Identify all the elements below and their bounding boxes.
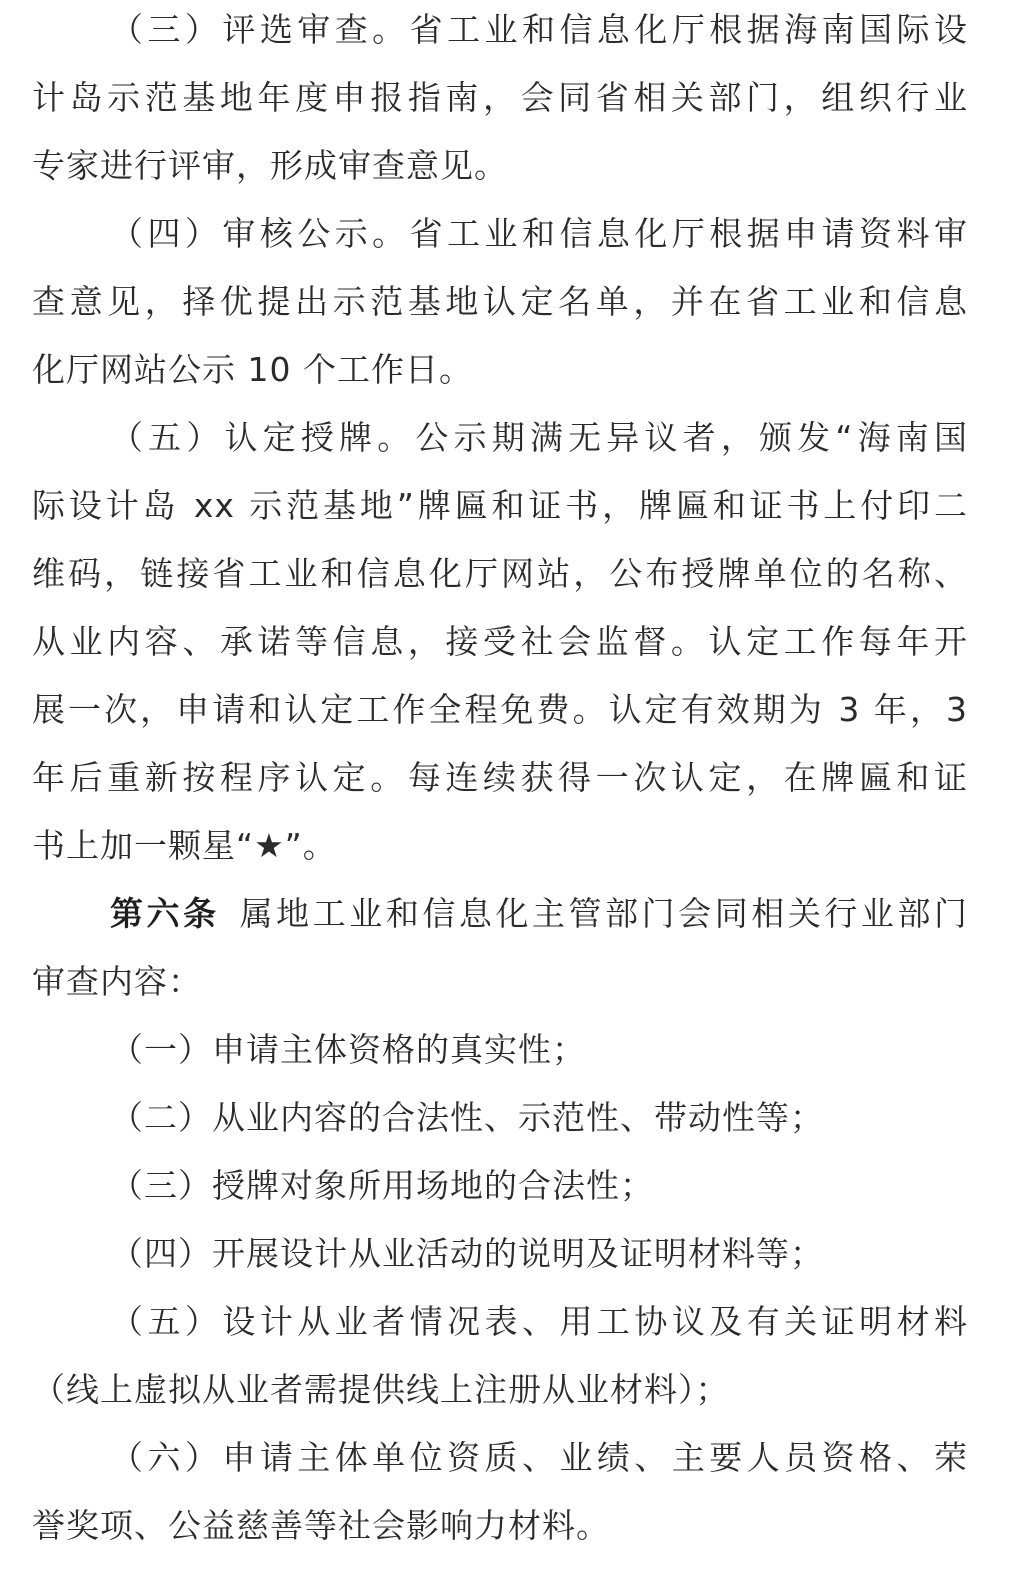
document-page [32,0,968,1560]
list-item-continuation: （线上虚拟从业者需提供线上注册从业材料）； [32,1370,730,1409]
paragraph-line: 化厅网站公示 10 个工作日。 [32,350,473,389]
paragraph-line: 从业内容、承诺等信息，接受社会监督。认定工作每年开 [32,622,968,661]
list-item: （三）授牌对象所用场地的合法性； [110,1166,654,1205]
paragraph-line: 查意见，择优提出示范基地认定名单，并在省工业和信息 [32,282,968,321]
paragraph-line: 年后重新按程序认定。每连续获得一次认定，在牌匾和证 [32,758,968,797]
article-six-line [32,880,968,948]
paragraph-line: 计岛示范基地年度申报指南，会同省相关部门，组织行业 [32,78,968,117]
paragraph-line: 展一次，申请和认定工作全程免费。认定有效期为 3 年，3 [32,690,968,729]
paragraph-line: 维码，链接省工业和信息化厅网站，公布授牌单位的名称、 [32,554,968,593]
paragraph-line: 审查内容： [32,962,202,1001]
article-heading: 第六条 [110,894,220,933]
list-item: （五）设计从业者情况表、用工协议及有关证明材料 [110,1302,968,1341]
paragraph-line: 专家进行评审，形成审查意见。 [32,146,508,185]
paragraph-line: 际设计岛 xx 示范基地”牌匾和证书，牌匾和证书上付印二 [32,486,968,525]
paragraph-line: （五）认定授牌。公示期满无异议者，颁发“海南国 [110,418,968,457]
paragraph-line: （三）评选审查。省工业和信息化厅根据海南国际设 [110,10,968,49]
list-item-continuation: 誉奖项、公益慈善等社会影响力材料。 [32,1506,610,1545]
list-item: （四）开展设计从业活动的说明及证明材料等； [110,1234,824,1273]
paragraph-line: 书上加一颗星“★”。 [32,826,337,865]
list-item: （二）从业内容的合法性、示范性、带动性等； [110,1098,824,1137]
list-item: （六）申请主体单位资质、业绩、主要人员资格、荣 [110,1438,968,1477]
article-text: 属地工业和信息化主管部门会同相关行业部门 [239,894,969,933]
list-item: （一）申请主体资格的真实性； [110,1030,586,1069]
paragraph-line: （四）审核公示。省工业和信息化厅根据申请资料审 [110,214,968,253]
